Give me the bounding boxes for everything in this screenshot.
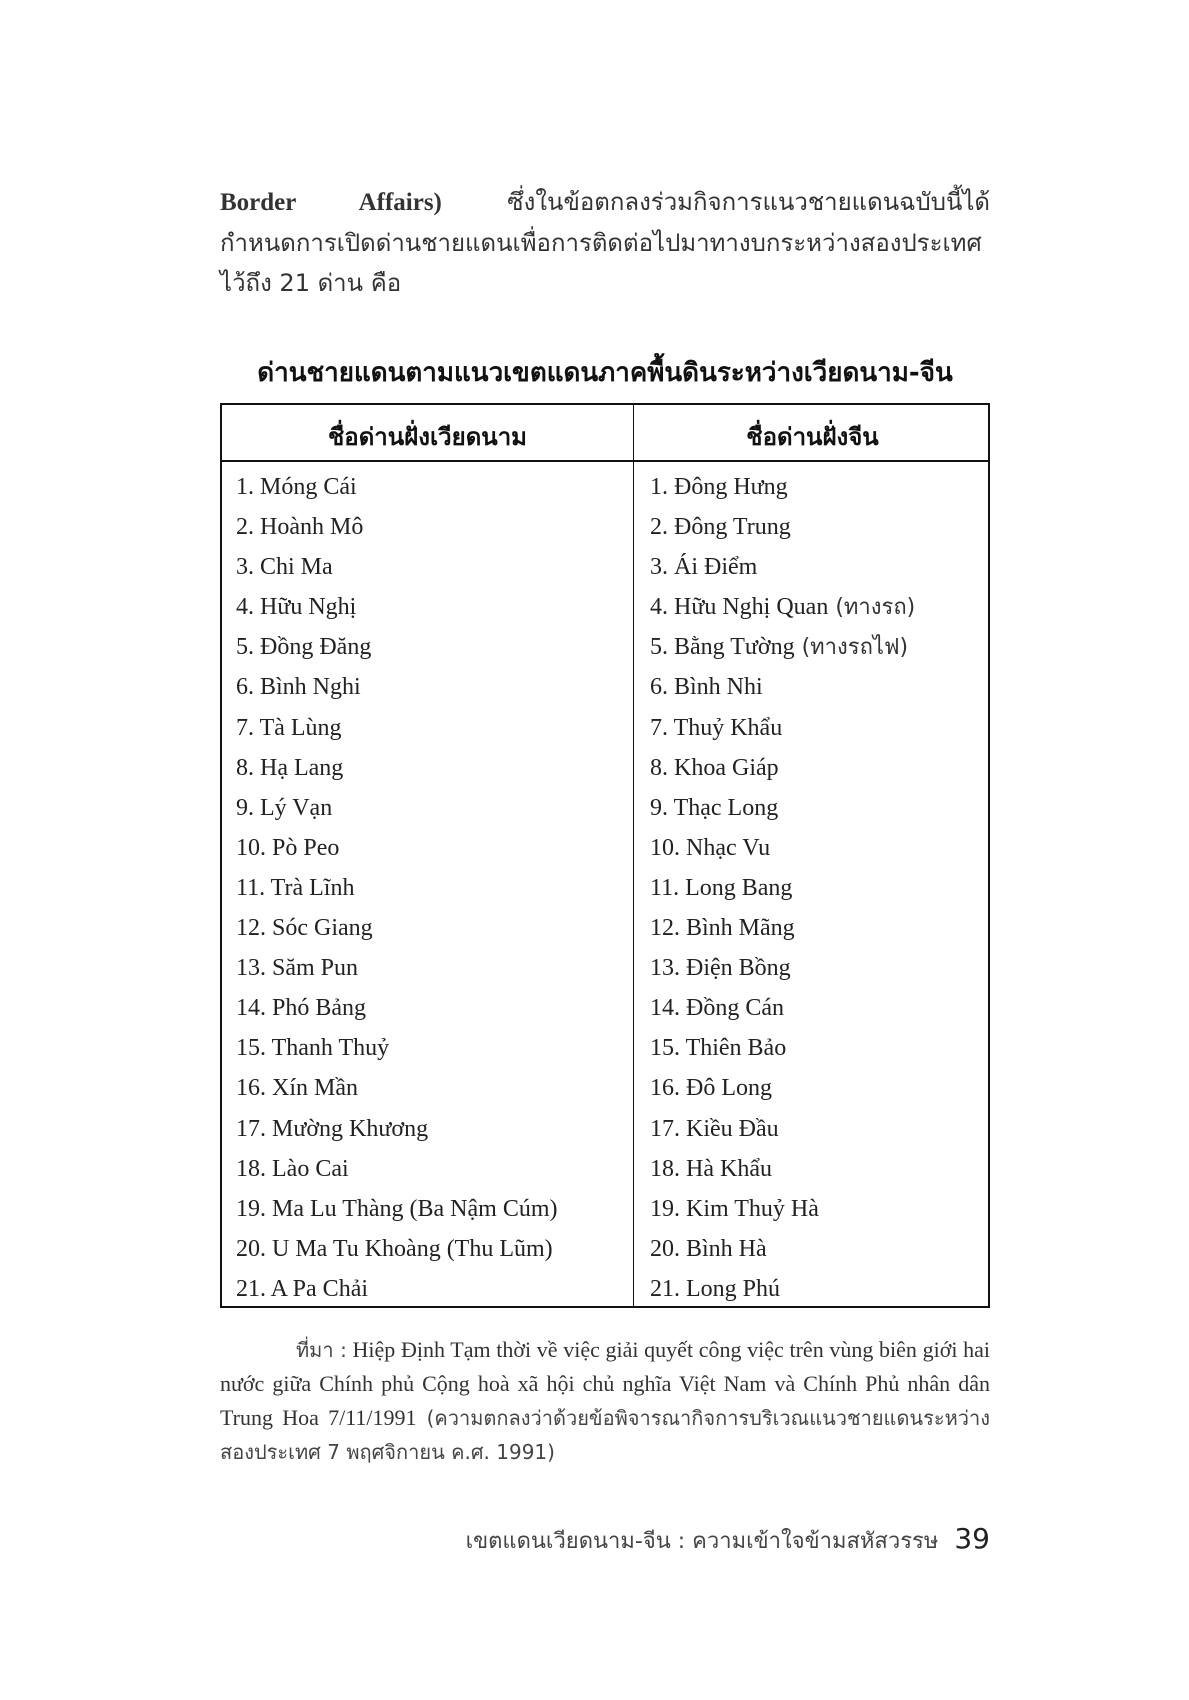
- list-item: 12. Bình Mãng: [650, 915, 795, 942]
- page-footer: [466, 1522, 990, 1558]
- column-divider: [633, 405, 634, 1306]
- china-gates-list: [650, 467, 915, 1309]
- road-note: (ทางรถ): [828, 595, 916, 621]
- list-item: 8. Khoa Giáp: [650, 754, 779, 781]
- list-item: 15. Thiên Bảo: [650, 1035, 787, 1062]
- source-note: [220, 1333, 990, 1469]
- list-item: 5. Đồng Đăng: [236, 634, 372, 661]
- list-item: 6. Bình Nghi: [236, 674, 361, 701]
- page-number: 39: [954, 1522, 990, 1555]
- list-item: 17. Mường Khương: [236, 1115, 429, 1142]
- list-item: 21. A Pa Chải: [236, 1275, 369, 1302]
- list-item: 6. Bình Nhi: [650, 674, 763, 701]
- table-title: ด่านชายแดนตามแนวเขตแดนภาคพื้นดินระหว่างเวียดนาม-จีน: [257, 358, 953, 388]
- list-item: 17. Kiều Đầu: [650, 1115, 779, 1142]
- list-item: 3. Ái Điểm: [650, 554, 758, 581]
- list-item: 8. Hạ Lang: [236, 754, 344, 781]
- list-item: 15. Thanh Thuỷ: [236, 1035, 390, 1062]
- intro-paragraph: [220, 182, 990, 303]
- list-item: 1. Móng Cái: [236, 474, 357, 500]
- vietnam-gates-list: [236, 467, 558, 1309]
- header-china-gates: ชื่อด่านฝั่งจีน: [746, 423, 879, 451]
- gate-name: 5. Bằng Tường: [650, 634, 795, 661]
- list-item: 19. Ma Lu Thàng (Ba Nậm Cúm): [236, 1195, 558, 1222]
- list-item: 18. Lào Cai: [236, 1155, 349, 1182]
- list-item: 9. Lý Vạn: [236, 794, 333, 821]
- list-item: 18. Hà Khẩu: [650, 1155, 772, 1182]
- list-item: 10. Nhạc Vu: [650, 834, 771, 861]
- list-item: 19. Kim Thuỷ Hà: [650, 1195, 819, 1222]
- header-vietnam-gates: ชื่อด่านฝั่งเวียดนาม: [328, 423, 527, 451]
- list-item: 1. Đông Hưng: [650, 474, 788, 500]
- intro-thai-text: ซึ่งในข้อตกลงร่วมกิจการแนวชายแดนฉบับนี้ได้กำหนดการเปิดด่านชายแดนเพื่อการติดต่อไปมาทางบกระหว่างสองประเทศไว้ถึง 21 ด่าน คือ: [220, 188, 991, 297]
- list-item: 2. Hoành Mô: [236, 514, 364, 541]
- source-vietnamese-text: Hiệp Định Tạm thời về việc giải quyết công việc trên vùng biên giới hai nước giữa Chính phủ Cộng hoà xã hội chủ nghĩa Việt Nam và Chính Phủ nhân dân Trung Hoa 7/11/1991: [220, 1337, 990, 1430]
- list-item: 11. Long Bang: [650, 874, 793, 901]
- list-item: 2. Đông Trung: [650, 514, 791, 541]
- header-divider: [222, 460, 988, 462]
- source-thai-text: (ความตกลงว่าด้วยข้อพิจารณากิจการบริเวณแนวชายแดนระหว่างสองประเทศ 7 พฤศจิกายน ค.ศ. 1991): [220, 1406, 990, 1464]
- railway-note: (ทางรถไฟ): [794, 635, 909, 661]
- list-item: 9. Thạc Long: [650, 794, 779, 821]
- list-item: 14. Phó Bảng: [236, 995, 367, 1022]
- source-label: ที่มา :: [296, 1338, 347, 1362]
- list-item: 16. Đô Long: [650, 1075, 772, 1102]
- gate-name: 4. Hữu Nghị Quan: [650, 594, 829, 621]
- list-item: 4. Hữu Nghị: [236, 594, 357, 621]
- list-item: 3. Chi Ma: [236, 554, 333, 581]
- list-item: 20. U Ma Tu Khoàng (Thu Lũm): [236, 1235, 553, 1262]
- intro-latin-text: Border Affairs): [220, 189, 442, 216]
- list-item: 21. Long Phú: [650, 1275, 781, 1302]
- list-item: 13. Điện Bồng: [650, 955, 791, 982]
- list-item: 20. Bình Hà: [650, 1235, 767, 1262]
- list-item: 7. Tà Lùng: [236, 714, 342, 741]
- list-item: [650, 627, 915, 667]
- list-item: 11. Trà Lĩnh: [236, 874, 355, 901]
- list-item: 7. Thuỷ Khẩu: [650, 714, 783, 741]
- list-item: 12. Sóc Giang: [236, 915, 373, 942]
- list-item: 10. Pò Peo: [236, 834, 340, 861]
- list-item: 16. Xín Mần: [236, 1075, 358, 1102]
- running-title: เขตแดนเวียดนาม-จีน : ความเข้าใจข้ามสหัสวรรษ: [465, 1529, 939, 1554]
- list-item: 13. Săm Pun: [236, 955, 359, 982]
- border-gates-table: [220, 403, 990, 1308]
- list-item: 14. Đồng Cán: [650, 995, 784, 1022]
- list-item: [650, 587, 915, 627]
